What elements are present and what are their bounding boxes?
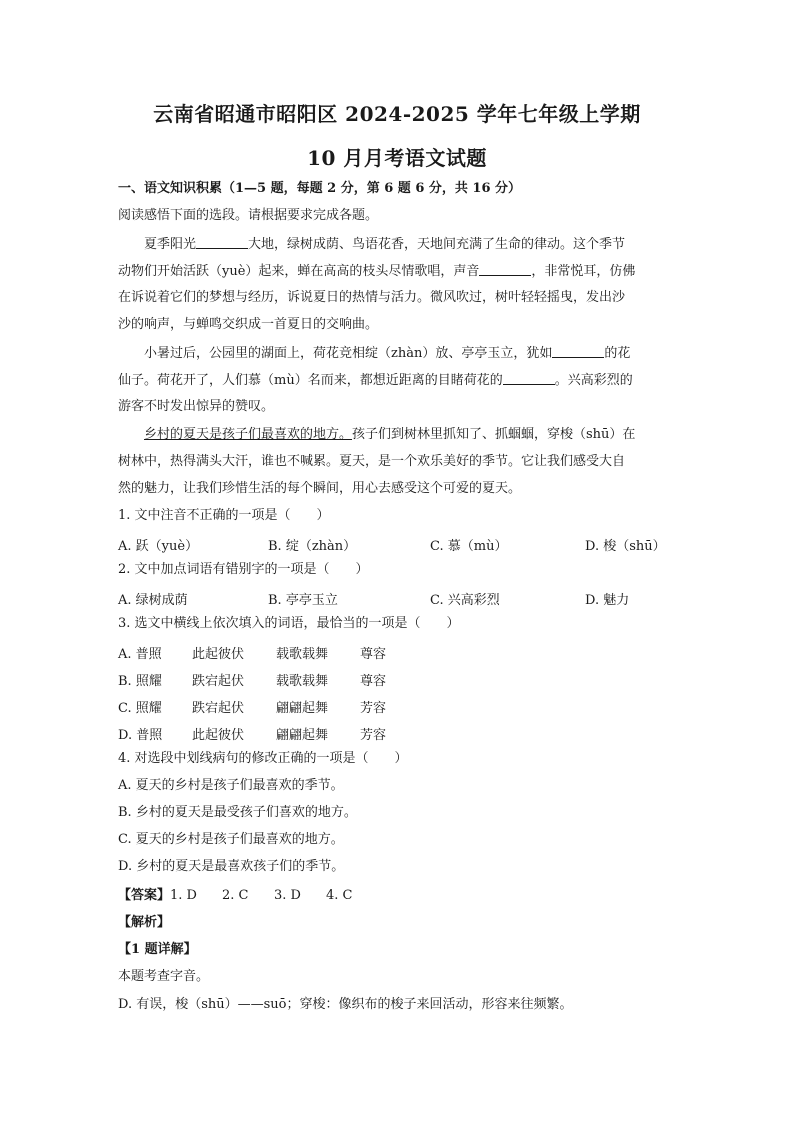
- analysis-label: 【解析】: [118, 915, 171, 930]
- answer-item-4: 4. C: [326, 888, 353, 903]
- question-2-option-a: A. 绿树成荫: [118, 593, 188, 608]
- question-1-option-d: D. 梭（shū）: [585, 539, 666, 554]
- question-3-option-b-word2: 跌宕起伏: [192, 674, 245, 689]
- question-3-option-a-word2: 此起彼伏: [192, 647, 245, 662]
- fill-blank-3: [552, 345, 604, 358]
- passage-p1-line2: [118, 263, 635, 280]
- analysis-q1-label: 【1 题详解】: [118, 942, 197, 957]
- passage-p2-line2: [118, 372, 633, 389]
- passage-text: 夏季阳光: [144, 237, 197, 252]
- question-3-option-d-word3: 翩翩起舞: [276, 728, 329, 743]
- passage-p2-line3: 游客不时发出惊异的赞叹。: [118, 399, 275, 414]
- question-3-option-b-word1: B. 照耀: [118, 674, 162, 689]
- question-2-option-c: C. 兴高彩烈: [430, 593, 500, 608]
- answer-item-1: 1. D: [170, 888, 197, 903]
- question-3-option-a-word1: A. 普照: [118, 647, 162, 662]
- answer-item-3: 3. D: [274, 888, 301, 903]
- question-3-option-a-word3: 载歌载舞: [276, 647, 329, 662]
- question-3-option-c-word1: C. 照耀: [118, 701, 162, 716]
- question-1-stem: 1. 文中注音不正确的一项是（ ）: [118, 508, 330, 523]
- question-4-stem: 4. 对选段中划线病句的修改正确的一项是（ ）: [118, 751, 408, 766]
- question-1-option-c: C. 慕（mù）: [430, 539, 508, 554]
- question-1-option-a: A. 跃（yuè）: [118, 539, 199, 554]
- question-2-stem: 2. 文中加点词语有错别字的一项是（ ）: [118, 562, 369, 577]
- question-3-option-a-word4: 尊容: [360, 647, 387, 662]
- question-4-option-d: D. 乡村的夏天是最喜欢孩子们的季节。: [118, 859, 345, 874]
- answer-line: [118, 888, 353, 904]
- passage-text: 动物们开始活跃（yuè）起来，蝉在高高的枝头尽情歌唱，声音: [118, 264, 480, 279]
- fill-blank-4: [503, 372, 555, 385]
- question-4-option-b: B. 乡村的夏天是最受孩子们喜欢的地方。: [118, 805, 357, 820]
- question-3-option-c-word4: 芳容: [360, 701, 387, 716]
- passage-p3-line2: 树林中，热得满头大汗，谁也不喊累。夏天，是一个欢乐美好的季节。它让我们感受大自: [118, 454, 626, 469]
- fill-blank-1: [196, 236, 248, 249]
- passage-text: ，非常悦耳，仿佛: [531, 264, 636, 279]
- passage-text: 大地，绿树成荫、鸟语花香，天地间充满了生命的律动。这个季节: [248, 237, 626, 252]
- question-3-option-d-word2: 此起彼伏: [192, 728, 245, 743]
- passage-text: 仙子。荷花开了，人们慕（mù）名而来，都想近距离的目睹荷花的: [118, 373, 503, 388]
- question-1-option-b: B. 绽（zhàn）: [268, 539, 357, 554]
- question-3-option-d-word4: 芳容: [360, 728, 387, 743]
- underlined-faulty-sentence: 乡村的夏天是孩子们最喜欢的地方。: [144, 427, 353, 442]
- question-4-option-c: C. 夏天的乡村是孩子们最喜欢的地方。: [118, 832, 344, 847]
- passage-p1-line3: 在诉说着它们的梦想与经历，诉说夏日的热情与活力。微风吹过，树叶轻轻摇曳，发出沙: [118, 290, 626, 305]
- passage-p1-line4: 沙的响声，与蝉鸣交织成一首夏日的交响曲。: [118, 317, 379, 332]
- passage-p1-line1: [144, 236, 625, 253]
- analysis-q1-line2: D. 有误，梭（shū）——suō；穿梭：像织布的梭子来回活动，形容来往频繁。: [118, 997, 573, 1012]
- passage-p3-line3: 然的魅力，让我们珍惜生活的每个瞬间，用心去感受这个可爱的夏天。: [118, 481, 522, 496]
- document-title-line2: 10 月月考语文试题: [307, 146, 487, 170]
- passage-p2-line1: [144, 345, 630, 362]
- question-3-option-c-word3: 翩翩起舞: [276, 701, 329, 716]
- fill-blank-2: [479, 263, 531, 276]
- question-3-option-c-word2: 跌宕起伏: [192, 701, 245, 716]
- section-intro: 阅读感悟下面的选段。请根据要求完成各题。: [118, 208, 379, 223]
- question-2-option-d: D. 魅力: [585, 593, 630, 608]
- answer-label: 【答案】: [118, 888, 171, 903]
- question-2-option-b: B. 亭亭玉立: [268, 593, 338, 608]
- question-3-option-b-word3: 载歌载舞: [276, 674, 329, 689]
- analysis-q1-line1: 本题考查字音。: [118, 969, 210, 984]
- passage-text: 。兴高彩烈的: [554, 373, 633, 388]
- passage-p3-line1: [144, 427, 635, 443]
- question-3-stem: 3. 选文中横线上依次填入的词语，最恰当的一项是（ ）: [118, 616, 460, 631]
- question-3-option-d-word1: D. 普照: [118, 728, 163, 743]
- passage-text: 孩子们到树林里抓知了、抓蝈蝈，穿梭（shū）在: [352, 427, 636, 442]
- question-4-option-a: A. 夏天的乡村是孩子们最喜欢的季节。: [118, 778, 344, 793]
- answer-item-2: 2. C: [222, 888, 249, 903]
- passage-text: 小暑过后，公园里的湖面上，荷花竞相绽（zhàn）放、亭亭玉立，犹如: [144, 346, 553, 361]
- section-heading: 一、语文知识积累（1—5 题，每题 2 分，第 6 题 6 分，共 16 分）: [118, 181, 522, 196]
- document-title-line1: 云南省昭通市昭阳区 2024-2025 学年七年级上学期: [153, 102, 641, 126]
- passage-text: 的花: [604, 346, 631, 361]
- question-3-option-b-word4: 尊容: [360, 674, 387, 689]
